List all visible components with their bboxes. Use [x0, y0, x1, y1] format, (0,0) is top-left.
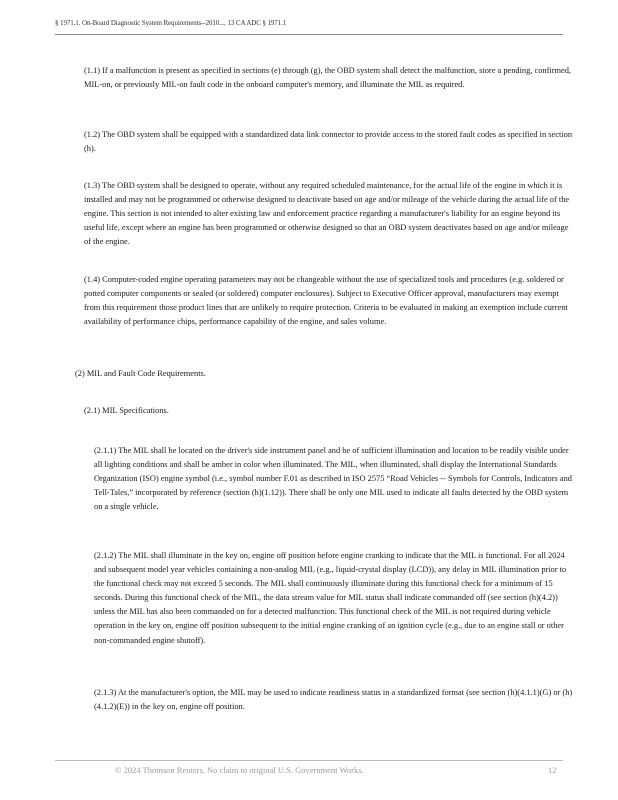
footer-divider — [55, 760, 563, 761]
page-number: 12 — [548, 765, 557, 775]
paragraph-1-1: (1.1) If a malfunction is present as specified in sections (e) through (g), the OBD system shall detect the malfunction, store a pending, confirmed, MIL-on, or previously MIL-on fault code in the onboard computer's memory, and illuminate the MIL as required. — [84, 66, 572, 90]
copyright-notice: © 2024 Thomson Reuters. No claim to original U.S. Government Works. — [115, 765, 364, 775]
section-heading-2: (2) MIL and Fault Code Requirements. — [75, 369, 206, 378]
paragraph-1-4: (1.4) Computer-coded engine operating parameters may not be changeable without the use of specialized tools and procedures (e.g. soldered or potted computer components or sealed (or soldered) computer enclosures). Subject to Executive Officer approval, manufacturers may exempt from this requirement those product lines that are unlikely to require protection. Criteria to be evaluated in making an exemption include current availability of performance chips, performance capability of the engine, and sales volume. — [84, 275, 568, 327]
subsection-heading-2-1: (2.1) MIL Specifications. — [84, 406, 169, 415]
paragraph-2-1-2: (2.1.2) The MIL shall illuminate in the key on, engine off position before engine cranking to indicate that the MIL is functional. For all 2024 and subsequent model year vehicles containing a non-analog MIL (e.g., liquid-crystal display (LCD)), any delay in MIL illumination prior to the functional check may not exceed 5 seconds. The MIL shall continuously illuminate during this functional check for a minimum of 15 seconds. During this functional check of the MIL, the data stream value for MIL status shall indicate commanded off (see section (h)(4.2)) unless the MIL has also been commanded on for a detected malfunction. This functional check of the MIL is not required during vehicle operation in the key on, engine off position subsequent to the initial engine cranking of an ignition cycle (e.g., due to an engine stall or other non-commanded engine shutoff). — [94, 551, 567, 645]
running-header: § 1971.1. On-Board Diagnostic System Requirements--2010..., 13 CA ADC § 1971.1 — [55, 19, 287, 27]
header-divider — [55, 34, 563, 35]
paragraph-1-3: (1.3) The OBD system shall be designed to operate, without any required scheduled maintenance, for the actual life of the engine in which it is installed and may not be programmed or otherwise designed to deactivate based on age and/or mileage of the vehicle during the actual life of the engine. This section is not intended to alter existing law and enforcement practice regarding a manufacturer's liability for an engine beyond its useful life, except where an engine has been programmed or otherwise designed so that an OBD system deactivates based on age and/or mileage of the engine. — [84, 181, 570, 247]
paragraph-2-1-1: (2.1.1) The MIL shall be located on the driver's side instrument panel and be of sufficient illumination and location to be readily visible under all lighting conditions and shall be amber in color when illuminated. The MIL, when illuminated, shall display the International Standards Organization (ISO) engine symbol (i.e., symbol number F.01 as described in ISO 2575 “Road Vehicles -- Symbols for Controls, Indicators and Tell-Tales,” incorporated by reference (section (h)(1.12)). There shall be only one MIL used to indicate all faults detected by the OBD system on a single vehicle. — [94, 446, 572, 512]
paragraph-2-1-3: (2.1.3) At the manufacturer's option, the MIL may be used to indicate readiness status in a standardized format (see section (h)(4.1.1)(G) or (h)(4.1.2)(E)) in the key on, engine off position. — [94, 688, 573, 712]
paragraph-1-2: (1.2) The OBD system shall be equipped with a standardized data link connector to provide access to the stored fault codes as specified in section (h). — [84, 130, 573, 154]
